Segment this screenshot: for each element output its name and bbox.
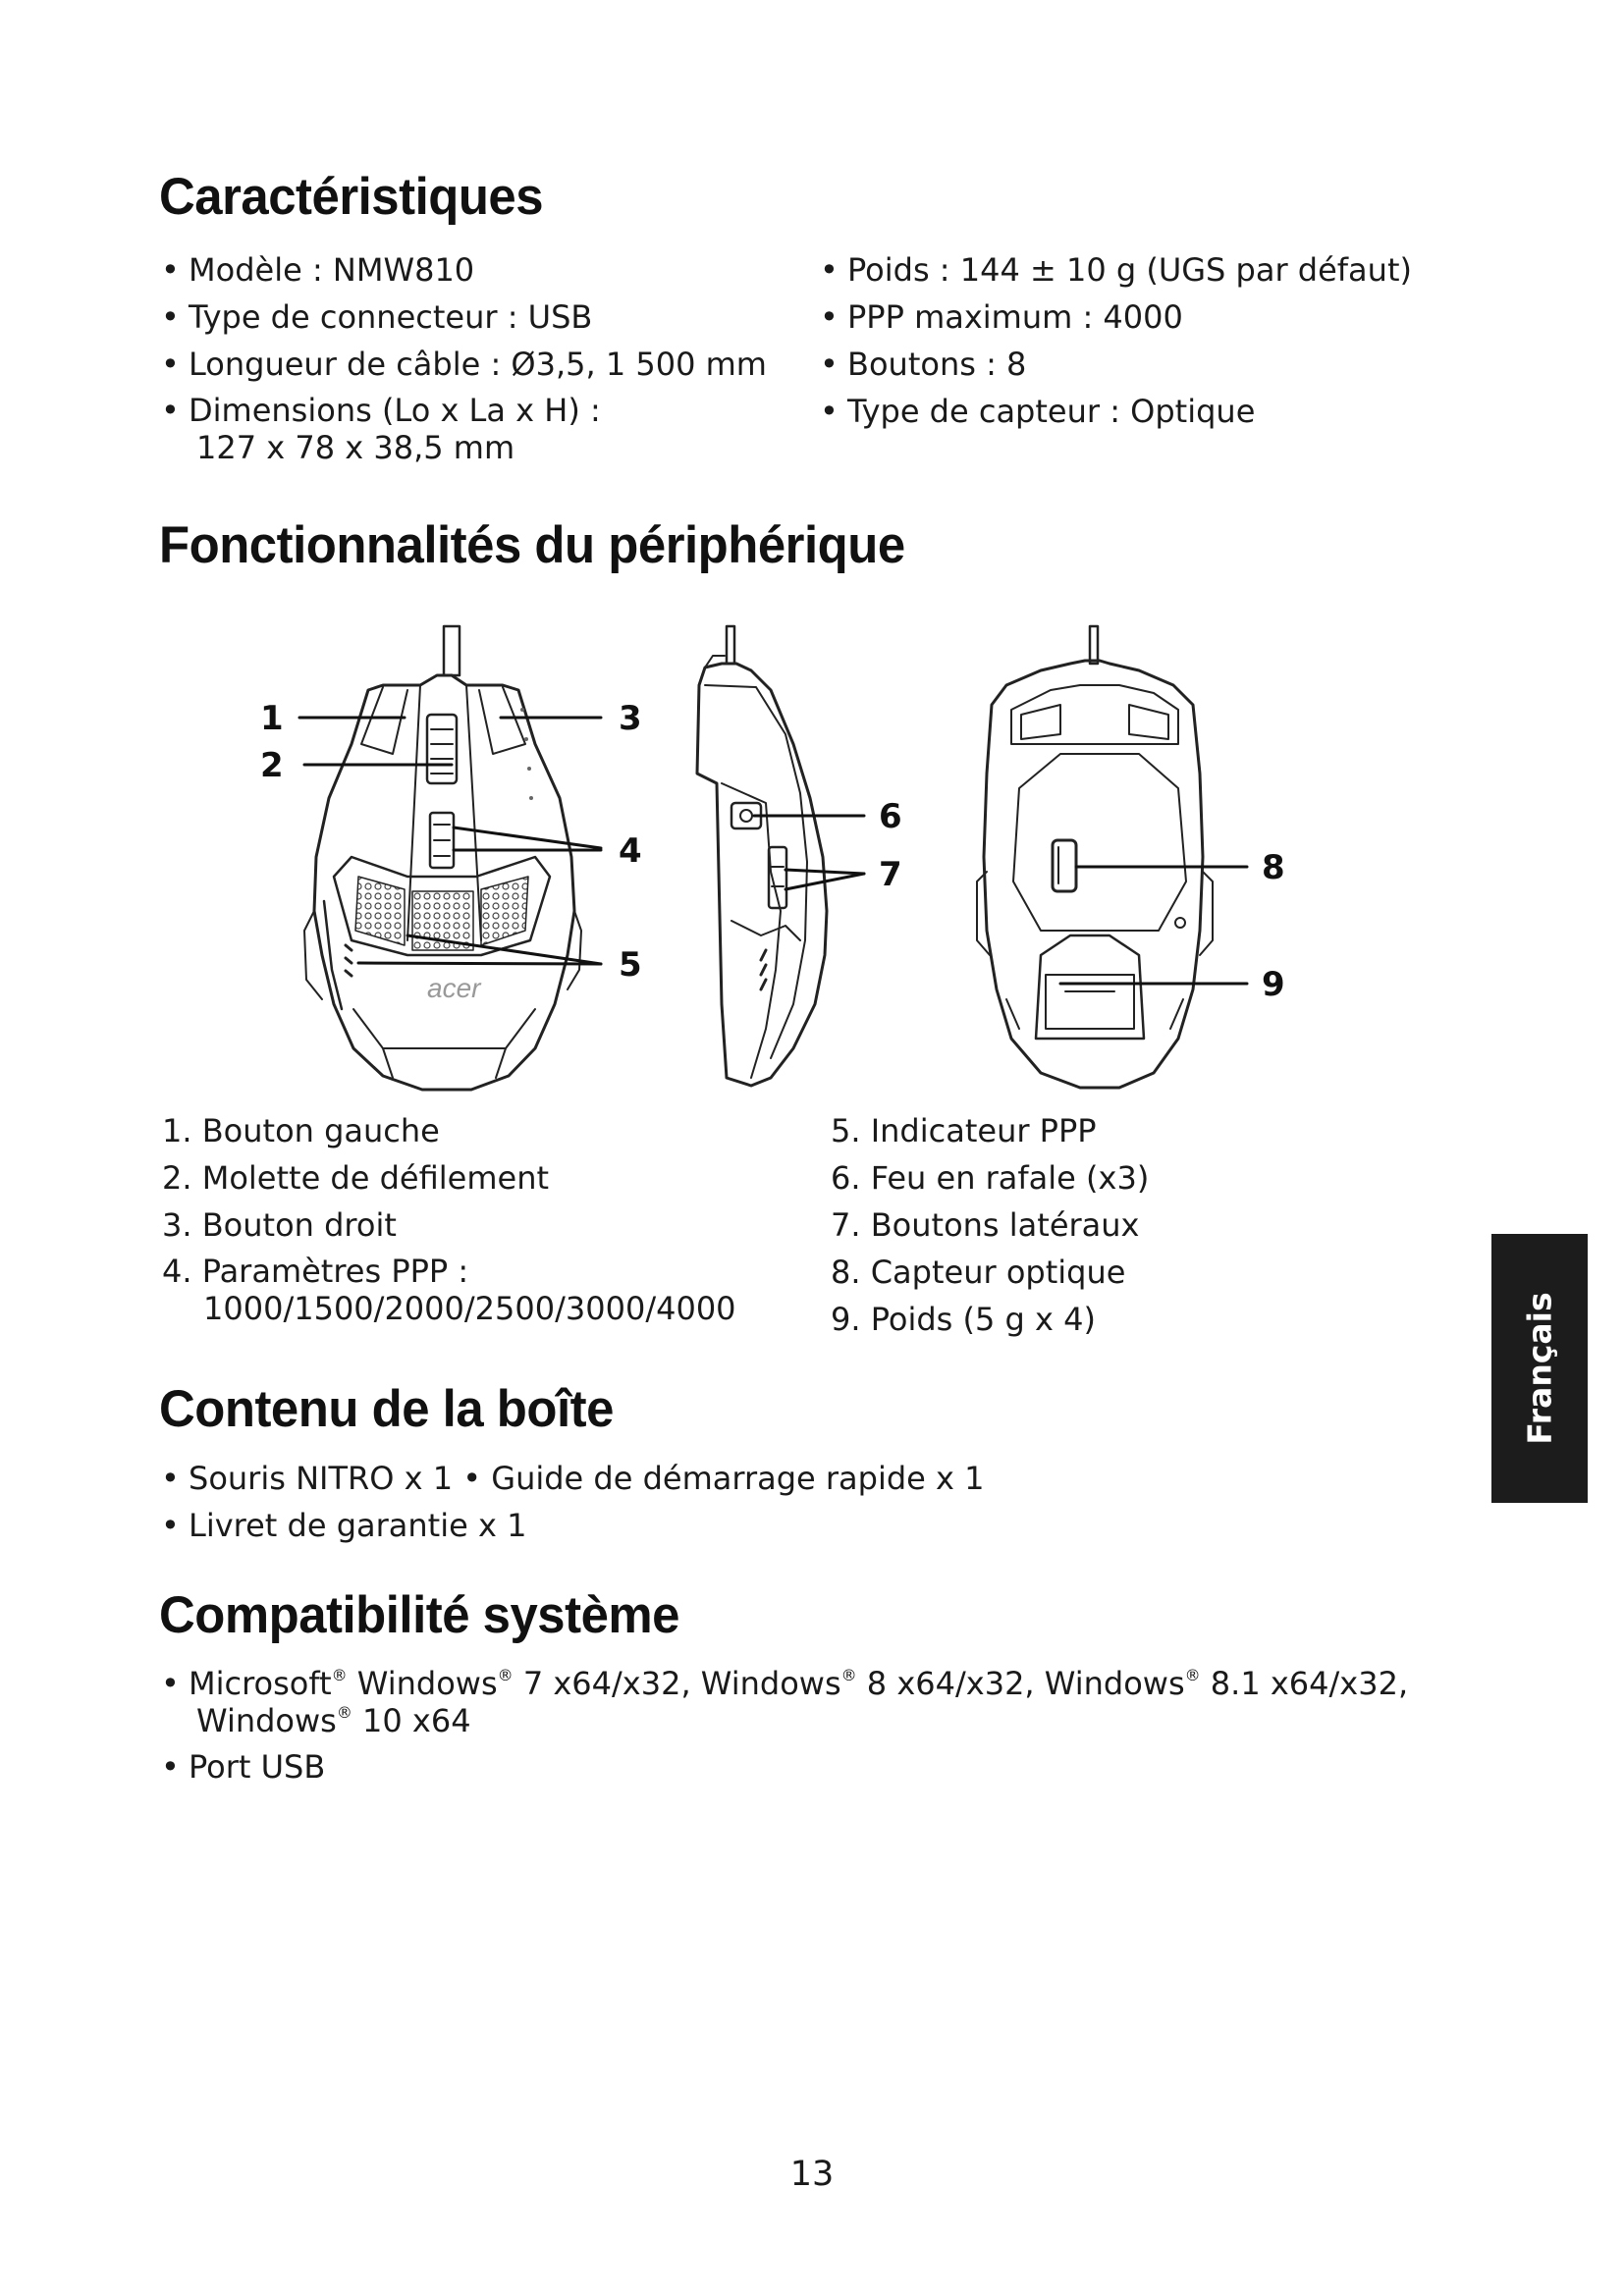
- feature-item-2: [162, 1158, 736, 1198]
- callout-7: 7: [879, 855, 902, 894]
- feature-item-2-text: 2. Molette de défilement: [162, 1159, 550, 1197]
- language-tab-label: Français: [1520, 1292, 1559, 1445]
- compat-port: [159, 1747, 1408, 1787]
- box-contents-list: [159, 1459, 985, 1553]
- os-w10-rest: 10 x64: [362, 1702, 471, 1739]
- reg-mark: ®: [497, 1666, 514, 1684]
- spec-dimensions: [159, 392, 767, 466]
- reg-mark: ®: [331, 1666, 348, 1684]
- feature-item-6-text: 6. Feu en rafale (x3): [831, 1159, 1150, 1197]
- specs-list-left: [159, 250, 767, 474]
- feature-item-1-text: 1. Bouton gauche: [162, 1112, 440, 1149]
- callout-9: 9: [1262, 965, 1285, 1004]
- os-microsoft: Microsoft: [189, 1665, 332, 1702]
- spec-sensor-text: Type de capteur : Optique: [847, 393, 1256, 430]
- feature-item-7: [831, 1205, 1149, 1245]
- callout-5: 5: [619, 945, 642, 985]
- compat-list: [159, 1665, 1408, 1794]
- spec-dimensions-value: 127 x 78 x 38,5 mm: [196, 429, 515, 466]
- mouse-side-view: [697, 626, 827, 1086]
- feature-item-3-text: 3. Bouton droit: [162, 1206, 397, 1244]
- heading-contenu: Contenu de la boîte: [159, 1380, 614, 1438]
- reg-mark: ®: [840, 1666, 857, 1684]
- mouse-diagram: [236, 616, 1335, 1097]
- feature-item-9-text: 9. Poids (5 g x 4): [831, 1301, 1096, 1338]
- specs-list-right: [818, 250, 1412, 439]
- spec-cable-text: Longueur de câble : Ø3,5, 1 500 mm: [189, 346, 767, 383]
- features-list-right: [831, 1111, 1149, 1347]
- callout-1: 1: [260, 699, 284, 738]
- box-item-mouse-guide-text: Souris NITRO x 1 • Guide de démarrage rapide x 1: [189, 1460, 985, 1497]
- spec-dimensions-label: Dimensions (Lo x La x H) :: [189, 392, 601, 429]
- callout-3: 3: [619, 699, 642, 738]
- heading-fonctionnalites: Fonctionnalités du périphérique: [159, 516, 905, 574]
- spec-cable: [159, 345, 767, 384]
- os-w7: Windows: [356, 1665, 498, 1702]
- feature-item-3: [162, 1205, 736, 1245]
- os-w10-line: [189, 1702, 1408, 1739]
- spec-model-text: Modèle : NMW810: [189, 251, 475, 289]
- os-w10: Windows: [196, 1702, 337, 1739]
- mouse-top-view: [304, 626, 581, 1090]
- feature-item-5-text: 5. Indicateur PPP: [831, 1112, 1097, 1149]
- feature-dpi-values: 1000/1500/2000/2500/3000/4000: [203, 1290, 736, 1327]
- feature-item-8: [831, 1253, 1149, 1292]
- features-list-left: [162, 1111, 736, 1335]
- feature-item-6: [831, 1158, 1149, 1198]
- feature-item-5: [831, 1111, 1149, 1150]
- mouse-bottom-view: [977, 626, 1213, 1088]
- box-item-warranty: [159, 1506, 985, 1545]
- feature-item-7-text: 7. Boutons latéraux: [831, 1206, 1140, 1244]
- heading-caracteristiques: Caractéristiques: [159, 168, 544, 226]
- feature-item-8-text: 8. Capteur optique: [831, 1254, 1126, 1291]
- reg-mark: ®: [1184, 1666, 1201, 1684]
- callout-8: 8: [1262, 848, 1285, 887]
- os-w81: Windows: [1044, 1665, 1185, 1702]
- reg-mark: ®: [336, 1703, 352, 1722]
- compat-os: [159, 1665, 1408, 1739]
- feature-item-4-text: 4. Paramètres PPP :: [162, 1253, 469, 1290]
- os-w7-rest: 7 x64/x32,: [522, 1665, 701, 1702]
- language-tab: [1491, 1234, 1588, 1503]
- callout-2: 2: [260, 746, 284, 785]
- callout-4: 4: [619, 831, 642, 871]
- spec-connector-text: Type de connecteur : USB: [189, 298, 593, 336]
- feature-item-1: [162, 1111, 736, 1150]
- spec-buttons-text: Boutons : 8: [847, 346, 1027, 383]
- feature-item-9: [831, 1300, 1149, 1339]
- spec-weight: [818, 250, 1412, 290]
- os-w8-rest: 8 x64/x32,: [866, 1665, 1045, 1702]
- optical-sensor: [1053, 840, 1076, 891]
- spec-buttons: [818, 345, 1412, 384]
- feature-item-4: [162, 1253, 736, 1327]
- os-w8: Windows: [700, 1665, 841, 1702]
- page-number: 13: [789, 2155, 835, 2194]
- spec-weight-text: Poids : 144 ± 10 g (UGS par défaut): [847, 251, 1412, 289]
- box-item-warranty-text: Livret de garantie x 1: [189, 1507, 527, 1544]
- compat-port-text: Port USB: [189, 1748, 326, 1786]
- os-w81-rest: 8.1 x64/x32,: [1210, 1665, 1409, 1702]
- spec-dpi-max: [818, 297, 1412, 337]
- heading-compatibilite: Compatibilité système: [159, 1586, 679, 1644]
- spec-sensor: [818, 392, 1412, 431]
- spec-model: [159, 250, 767, 290]
- spec-connector: [159, 297, 767, 337]
- box-item-mouse-guide: [159, 1459, 985, 1498]
- acer-logo: acer: [427, 973, 481, 1003]
- spec-dpi-max-text: PPP maximum : 4000: [847, 298, 1183, 336]
- callout-6: 6: [879, 797, 902, 836]
